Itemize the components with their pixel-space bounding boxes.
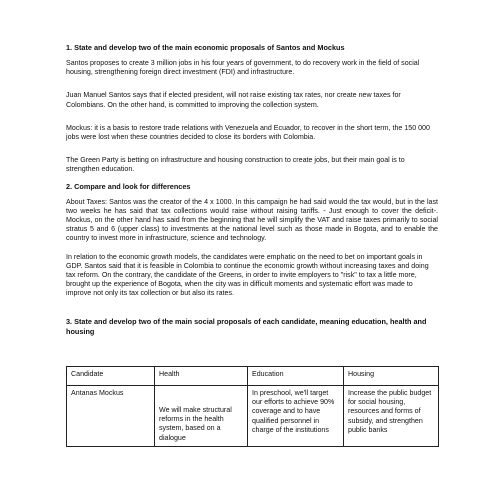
section1-paragraph-3: Mockus: it is a basis to restore trade relations with Venezuela and Ecuador, to recover in the short term, the 150 000 jobs were lost when these countries decided to close its borders with Colombia. <box>66 123 430 142</box>
section1-paragraph-4: The Green Party is betting on infrastructure and housing construction to create jobs, but their main goal is to strengthen education. <box>66 156 405 174</box>
section2-paragraph-1: About Taxes: Santos was the creator of the 4 x 1000. In this campaign he had said would the tax would, but in the last two weeks he has said that tax collections would raise without raising tariffs. - Just enough to cover the deficit-. Mockus, on the other hand has said from the beginning that he will simplify the VAT and raise taxes primarily to social stratus 5 and 6 (upper class) to investments at the national level such as those made in Bogota, and to enable the country to invest more in infrastructure, science and technology. <box>66 197 438 243</box>
cell-housing: Increase the public budget for social housing, resources and forms of subsidy, and strengthen public banks <box>344 386 439 447</box>
section1-paragraph-1: Santos proposes to create 3 million jobs in his four years of government, to do recovery work in the field of social housing, strengthening foreign direct investment (FDI) and infrastructure. <box>66 59 420 77</box>
header-candidate: Candidate <box>67 367 155 386</box>
table-row <box>67 386 439 447</box>
cell-candidate: Antanas Mockus <box>67 386 155 447</box>
section2-paragraph-2: In relation to the economic growth models, the candidates were emphatic on the need to bet on important goals in GDP. Santos said that it is feasible in Colombia to continue the economic growth without increasing taxes and doing tax reform. On the contrary, the candidate of the Greens, in order to invite employers to "risk" to tax a little more, brought up the experience of Bogota, when the city was in difficult moments and systematic effort was made to improve not only its tax collection or but also its rates. <box>66 252 429 298</box>
document-body <box>66 38 438 337</box>
header-education: Education <box>248 367 344 386</box>
section2-heading: 2. Compare and look for differences <box>66 181 191 191</box>
cell-education: In preschool, we'll target our efforts to achieve 90% coverage and to have qualified personnel in charge of the institutions <box>248 386 344 447</box>
cell-health <box>155 386 248 447</box>
section3-heading: 3. State and develop two of the main social proposals of each candidate, meaning education, health and housing <box>66 316 427 336</box>
section1-heading: 1. State and develop two of the main economic proposals of Santos and Mockus <box>66 43 345 52</box>
table-header-row <box>67 367 439 386</box>
social-proposals-table <box>66 366 439 447</box>
header-housing: Housing <box>344 367 439 386</box>
section1-paragraph-2: Juan Manuel Santos says that if elected president, will not raise existing tax rates, nor create new taxes for Colombians. On the other hand, is committed to improving the collection system. <box>66 91 401 109</box>
cell-health-text: We will make structural reforms in the health system, based on a dialogue <box>159 406 232 442</box>
header-health: Health <box>155 367 248 386</box>
